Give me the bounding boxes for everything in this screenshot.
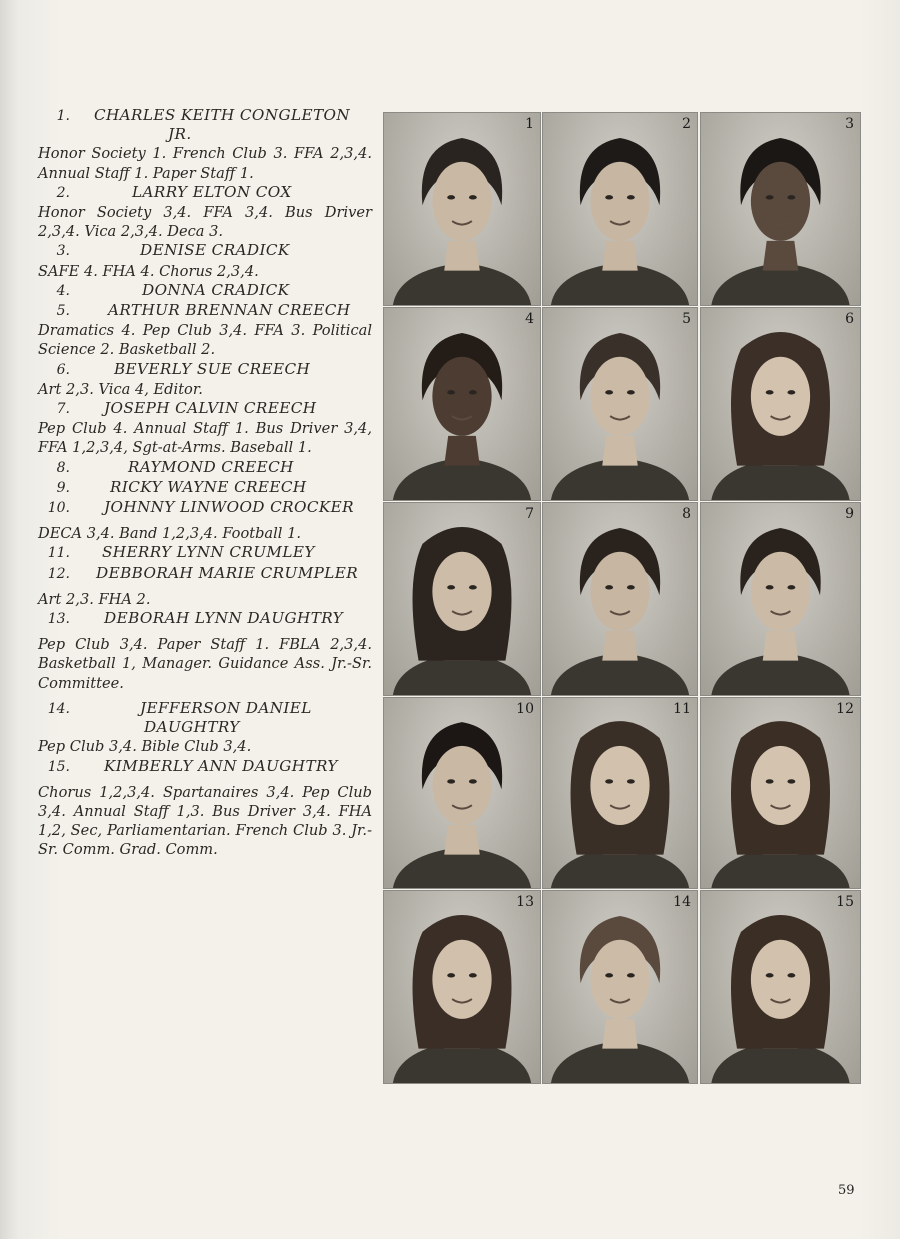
entry-number: 15.	[47, 758, 70, 775]
portrait-drawing	[543, 503, 697, 695]
portrait-grid	[383, 112, 861, 1084]
activities: Chorus 1,2,3,4. Spartanaires 3,4. Pep Club 3,4. Annual Staff 1,3. Bus Driver 3,4. FHA 1,2, Sec, Parliamentarian. French Club 3. Jr.-Sr. Comm. Grad. Comm.	[38, 783, 372, 859]
activities: SAFE 4. FHA 4. Chorus 2,3,4.	[38, 262, 259, 280]
portrait-drawing	[384, 891, 540, 1083]
student-portrait-3	[700, 112, 861, 306]
student-name: JOHNNY LINWOOD CROCKER	[104, 498, 354, 517]
activities: Pep Club 4. Annual Staff 1. Bus Driver 3,4, FFA 1,2,3,4, Sgt-at-Arms. Baseball 1.	[38, 420, 372, 457]
activities: Honor Society 3,4. FFA 3,4. Bus Driver 2,3,4. Vica 2,3,4. Deca 3.	[38, 204, 372, 241]
student-name-cont: JR.	[168, 125, 192, 144]
student-portrait-1	[383, 112, 541, 306]
entry-number: 2.	[56, 184, 70, 201]
activities: Dramatics 4. Pep Club 3,4. FFA 3. Political Science 2. Basketball 2.	[38, 322, 372, 359]
portrait-number: 13	[516, 894, 534, 910]
student-name: JOSEPH CALVIN CREECH	[104, 399, 317, 418]
senior-listing	[38, 106, 372, 860]
entry-6	[38, 360, 372, 399]
entry-10	[38, 498, 372, 543]
student-portrait-11	[542, 697, 698, 889]
portrait-drawing	[701, 891, 860, 1083]
student-portrait-12	[700, 697, 861, 889]
entry-4	[38, 281, 372, 301]
student-name: JEFFERSON DANIEL	[140, 698, 312, 717]
activities: Pep Club 3,4. Bible Club 3,4.	[38, 738, 252, 756]
entry-3	[38, 241, 372, 280]
entry-number: 12.	[47, 565, 70, 582]
entry-number: 7.	[56, 401, 70, 418]
student-name: DEBBORAH MARIE CRUMPLER	[96, 563, 359, 582]
entry-number: 3.	[56, 243, 70, 260]
entry-14	[38, 693, 372, 757]
portrait-number: 6	[845, 311, 854, 327]
entry-number: 1.	[56, 108, 70, 124]
entry-number: 8.	[56, 459, 70, 476]
entry-number: 11.	[47, 545, 70, 562]
portrait-number: 14	[673, 894, 691, 910]
student-portrait-15	[700, 890, 861, 1084]
student-name: SHERRY LYNN CRUMLEY	[102, 543, 315, 562]
portrait-number: 9	[845, 506, 854, 522]
portrait-number: 8	[682, 506, 691, 522]
entry-15	[38, 757, 372, 860]
portrait-drawing	[701, 698, 860, 888]
portrait-drawing	[384, 113, 540, 305]
student-name: RICKY WAYNE CREECH	[110, 477, 307, 496]
entry-number: 13.	[47, 611, 70, 628]
portrait-drawing	[701, 503, 860, 695]
entry-number: 9.	[56, 479, 70, 496]
entry-13	[38, 609, 372, 693]
portrait-number: 10	[516, 701, 534, 717]
entry-number: 6.	[56, 361, 70, 378]
portrait-drawing	[543, 698, 697, 888]
portrait-number: 2	[682, 116, 691, 132]
portrait-drawing	[384, 503, 540, 695]
portrait-number: 12	[836, 701, 854, 717]
student-portrait-6	[700, 307, 861, 501]
entry-11	[38, 543, 372, 563]
student-name: CHARLES KEITH CONGLETON	[94, 106, 351, 124]
activities: Honor Society 1. French Club 3. FFA 2,3,4. Annual Staff 1. Paper Staff 1.	[38, 145, 372, 182]
portrait-number: 3	[845, 116, 854, 132]
portrait-drawing	[384, 698, 540, 888]
student-portrait-5	[542, 307, 698, 501]
student-name: LARRY ELTON COX	[132, 182, 292, 201]
portrait-number: 5	[682, 311, 691, 327]
entry-8	[38, 458, 372, 478]
portrait-number: 4	[525, 311, 534, 327]
activities: Art 2,3. FHA 2.	[38, 590, 151, 608]
student-portrait-4	[383, 307, 541, 501]
entry-1	[38, 106, 372, 183]
portrait-drawing	[384, 308, 540, 500]
student-portrait-2	[542, 112, 698, 306]
entry-number: 14.	[47, 700, 70, 717]
student-name: BEVERLY SUE CREECH	[114, 359, 311, 378]
portrait-number: 11	[673, 701, 691, 717]
portrait-number: 1	[525, 116, 534, 132]
activities: Art 2,3. Vica 4, Editor.	[38, 380, 203, 398]
entry-9	[38, 478, 372, 498]
student-name: DONNA CRADICK	[142, 280, 290, 299]
portrait-drawing	[701, 308, 860, 500]
portrait-number: 7	[525, 506, 534, 522]
activities: DECA 3,4. Band 1,2,3,4. Football 1.	[38, 525, 302, 543]
entry-7	[38, 399, 372, 458]
entry-5	[38, 301, 372, 360]
portrait-number: 15	[836, 894, 854, 910]
page-number: 59	[838, 1183, 855, 1198]
student-portrait-10	[383, 697, 541, 889]
student-name: ARTHUR BRENNAN CREECH	[108, 301, 351, 320]
student-portrait-14	[542, 890, 698, 1084]
entry-number: 10.	[47, 500, 70, 517]
portrait-drawing	[543, 891, 697, 1083]
entry-2	[38, 183, 372, 242]
entry-number: 4.	[56, 282, 70, 299]
student-portrait-9	[700, 502, 861, 696]
portrait-drawing	[543, 113, 697, 305]
activities: Pep Club 3,4. Paper Staff 1. FBLA 2,3,4. Basketball 1, Manager. Guidance Ass. Jr.-Sr. Committee.	[38, 636, 372, 692]
student-portrait-13	[383, 890, 541, 1084]
student-name-cont: DAUGHTRY	[144, 718, 240, 737]
student-portrait-8	[542, 502, 698, 696]
student-name: KIMBERLY ANN DAUGHTRY	[104, 756, 338, 775]
student-portrait-7	[383, 502, 541, 696]
portrait-drawing	[701, 113, 860, 305]
entry-12	[38, 564, 372, 609]
student-name: DEBORAH LYNN DAUGHTRY	[104, 609, 344, 628]
student-name: RAYMOND CREECH	[128, 457, 294, 476]
entry-number: 5.	[56, 303, 70, 320]
student-name: DENISE CRADICK	[140, 241, 290, 260]
portrait-drawing	[543, 308, 697, 500]
